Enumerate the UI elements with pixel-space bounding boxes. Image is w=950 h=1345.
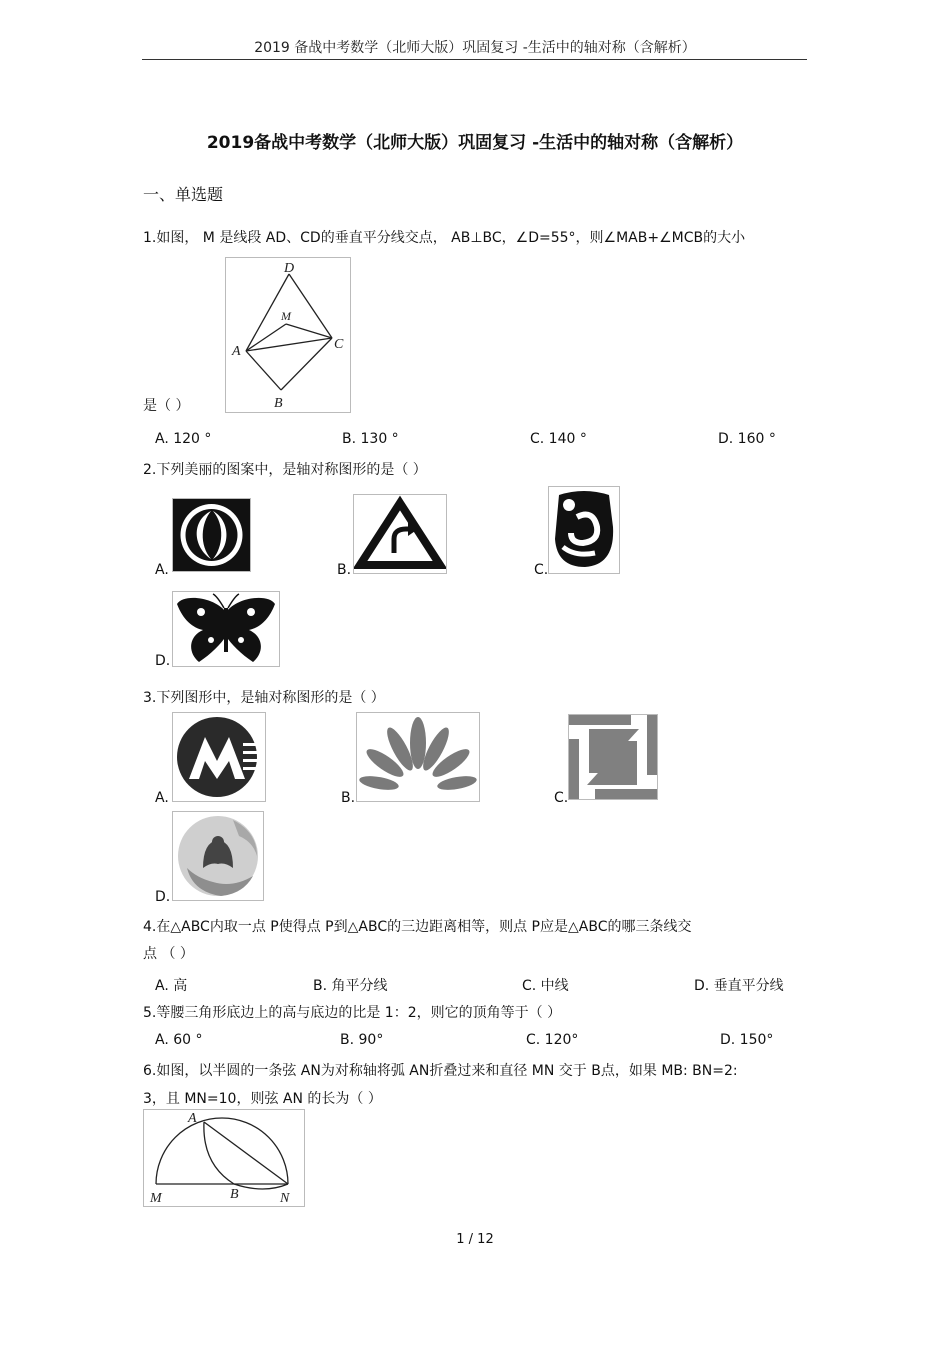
q5-option-c: C. 120° (526, 1032, 579, 1048)
q6-label-a: A (188, 1111, 197, 1126)
question-6-stem-cont: 3，且 MN=10，则弦 AN 的长为（ ） (143, 1091, 382, 1107)
q3-figure-c (568, 714, 658, 800)
q4-option-b: B. 角平分线 (313, 978, 388, 994)
question-4-stem: 4.在△ABC内取一点 P使得点 P到△ABC的三边距离相等，则点 P应是△ABC的哪三条线交 (143, 919, 692, 935)
q5-option-b: B. 90° (340, 1032, 384, 1048)
q4-option-a: A. 高 (155, 978, 188, 994)
section-heading: 一、单选题 (143, 185, 224, 204)
q2-figure-d (172, 591, 280, 667)
header-rule (142, 59, 807, 60)
q1-option-a: A. 120 ° (155, 431, 212, 447)
q1-option-c: C. 140 ° (530, 431, 587, 447)
question-5-stem: 5.等腰三角形底边上的高与底边的比是 1：2，则它的顶角等于（ ） (143, 1005, 562, 1021)
question-4-stem-cont: 点 （ ） (143, 946, 194, 962)
q2-figure-c (548, 486, 620, 574)
q4-option-c: C. 中线 (522, 978, 569, 994)
q2-option-d: D. (155, 653, 171, 669)
q2-option-b: B. (337, 562, 352, 578)
q6-label-m: M (150, 1191, 162, 1206)
q2-figure-a (172, 498, 251, 572)
question-3-stem: 3.下列图形中，是轴对称图形的是（ ） (143, 690, 385, 706)
document-title: 2019备战中考数学（北师大版）巩固复习 -生活中的轴对称（含解析） (206, 133, 744, 153)
q2-option-a: A. (155, 562, 169, 578)
page-header: 2019 备战中考数学（北师大版）巩固复习 -生活中的轴对称（含解析） (254, 40, 696, 56)
q3-option-c: C. (554, 790, 569, 806)
q6-label-n: N (280, 1191, 290, 1206)
q3-option-a: A. (155, 790, 169, 806)
q3-figure-a (172, 712, 266, 802)
q3-figure-d (172, 811, 264, 901)
question-2-stem: 2.下列美丽的图案中，是轴对称图形的是（ ） (143, 462, 427, 478)
question-1-stem-cont: 是（ ） (143, 398, 190, 414)
q6-label-b: B (230, 1187, 239, 1202)
q1-option-b: B. 130 ° (342, 431, 399, 447)
q1-option-d: D. 160 ° (718, 431, 776, 447)
q1-label-c: C (334, 337, 344, 352)
q1-label-b: B (274, 396, 283, 411)
q5-option-d: D. 150° (720, 1032, 774, 1048)
q1-label-d: D (284, 261, 295, 276)
question-1-stem: 1.如图， M 是线段 AD、CD的垂直平分线交点， AB⊥BC，∠D=55°，则∠MAB+∠MCB的大小 (143, 230, 746, 246)
q1-label-a: A (232, 344, 241, 359)
page-number: 1 / 12 (456, 1232, 494, 1247)
q3-option-d: D. (155, 889, 171, 905)
question-1-figure (225, 257, 351, 413)
q1-label-m: M (281, 309, 291, 323)
q5-option-a: A. 60 ° (155, 1032, 203, 1048)
q3-figure-b (356, 712, 480, 802)
question-6-figure (143, 1109, 305, 1207)
q4-option-d: D. 垂直平分线 (694, 978, 784, 994)
q2-option-c: C. (534, 562, 549, 578)
q2-figure-b (353, 494, 447, 574)
question-6-stem: 6.如图，以半圆的一条弦 AN为对称轴将弧 AN折叠过来和直径 MN 交于 B点，如果 MB: BN=2: (143, 1063, 738, 1079)
q3-option-b: B. (341, 790, 356, 806)
